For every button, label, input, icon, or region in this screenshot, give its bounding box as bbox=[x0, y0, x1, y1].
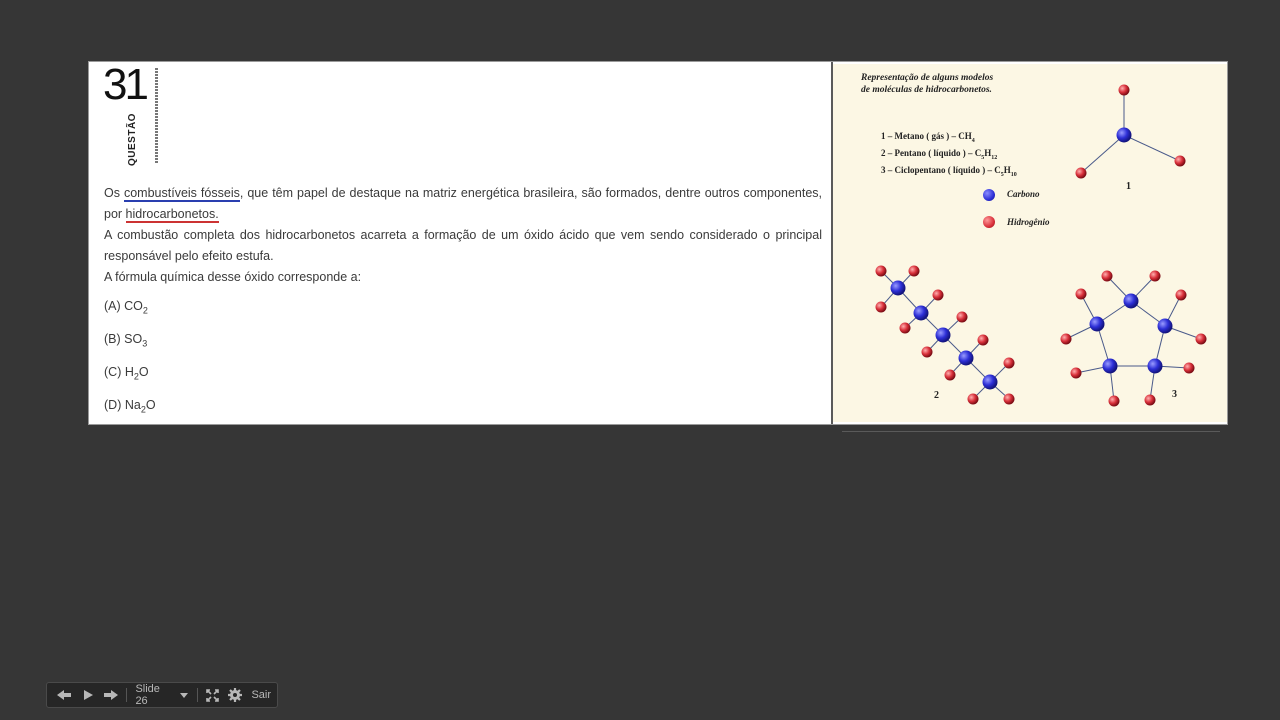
hydrogen-atom bbox=[1184, 363, 1195, 374]
hydrogen-atom bbox=[1076, 289, 1087, 300]
molecule-label-1: 1 bbox=[1126, 181, 1131, 192]
carbon-atom bbox=[1148, 359, 1163, 374]
prev-arrow-icon[interactable] bbox=[51, 683, 77, 707]
play-icon[interactable] bbox=[77, 683, 99, 707]
hydrogen-atom bbox=[1004, 394, 1015, 405]
slide-shadow-line bbox=[842, 431, 1220, 432]
molecule-list-item-2: 2 – Pentano ( líquido ) – $C_5H_{12}$ bbox=[881, 147, 998, 161]
answer-options bbox=[104, 296, 822, 428]
hydrogen-atom bbox=[1076, 168, 1087, 179]
hydrogen-atom bbox=[968, 394, 979, 405]
molecule-label-3: 3 bbox=[1172, 389, 1177, 400]
option-d[interactable]: (D) $Na_2O$ bbox=[104, 398, 156, 415]
question-divider bbox=[155, 68, 158, 164]
hydrogen-atom bbox=[1004, 358, 1015, 369]
question-label: QUESTÃO bbox=[127, 113, 138, 166]
hydrogen-atom bbox=[978, 335, 989, 346]
carbon-atom bbox=[1117, 128, 1132, 143]
slide-selector[interactable] bbox=[131, 683, 192, 707]
bond-line bbox=[1124, 135, 1180, 161]
slide-canvas bbox=[88, 61, 1228, 425]
toolbar-separator bbox=[126, 688, 127, 702]
molecule-list-item-1: 1 – Metano ( gás ) – $CH_4$ bbox=[881, 131, 975, 144]
bond-line bbox=[1081, 135, 1124, 173]
carbon-atom bbox=[959, 351, 974, 366]
carbon-atom bbox=[914, 306, 929, 321]
hydrogen-atom bbox=[1102, 271, 1113, 282]
question-paragraph-3: A fórmula química desse óxido corresponde a: bbox=[104, 270, 362, 284]
exit-button[interactable]: Sair bbox=[251, 689, 271, 701]
hydrogen-atom bbox=[1109, 396, 1120, 407]
legend-carbon: Carbono bbox=[1007, 189, 1040, 199]
question-panel bbox=[89, 62, 833, 424]
legend-hydrogen: Hidrogênio bbox=[1007, 217, 1050, 227]
hydrogen-atom bbox=[1176, 290, 1187, 301]
hydrogen-atom bbox=[909, 266, 920, 277]
carbon-atom bbox=[1103, 359, 1118, 374]
hydrogen-atom bbox=[1150, 271, 1161, 282]
dropdown-caret-icon bbox=[179, 691, 189, 699]
option-b[interactable]: (B) $SO_3$ bbox=[104, 332, 148, 349]
molecule-figure bbox=[833, 64, 1227, 422]
term-combustiveis-fosseis: combustíveis fósseis bbox=[123, 186, 240, 200]
presentation-toolbar bbox=[46, 682, 278, 708]
option-a[interactable]: (A) $CO_2$ bbox=[104, 299, 148, 316]
hydrogen-atom bbox=[1196, 334, 1207, 345]
slide-number-label: Slide 26 bbox=[135, 683, 160, 707]
hydrogen-atom bbox=[1175, 156, 1186, 167]
question-text bbox=[104, 183, 822, 428]
toolbar-separator bbox=[197, 688, 198, 702]
carbon-atom bbox=[1158, 319, 1173, 334]
hydrogen-atom bbox=[876, 302, 887, 313]
molecule-list-item-3: 3 – Ciclopentano ( líquido ) – $C_5H_{10}$ bbox=[881, 164, 1017, 178]
hydrogen-atom bbox=[922, 347, 933, 358]
hydrogen-atom bbox=[900, 323, 911, 334]
hydrogen-atom bbox=[1145, 395, 1156, 406]
fullscreen-icon[interactable] bbox=[202, 683, 224, 707]
hydrogen-atom bbox=[1119, 85, 1130, 96]
question-paragraph-1: Os combustíveis fósseis, que têm papel de destaque na matriz energética brasileira, são formados, dentre outros componentes, por hidrocarbonetos. bbox=[104, 186, 822, 221]
carbon-atom bbox=[1124, 294, 1139, 309]
carbon-atom bbox=[1090, 317, 1105, 332]
hydrogen-atom bbox=[876, 266, 887, 277]
molecule-models bbox=[833, 64, 1227, 422]
hydrogen-atom bbox=[933, 290, 944, 301]
next-arrow-icon[interactable] bbox=[99, 683, 123, 707]
gear-icon[interactable] bbox=[224, 683, 246, 707]
hydrogen-atom bbox=[945, 370, 956, 381]
hydrogen-atom bbox=[1061, 334, 1072, 345]
question-number: 31 bbox=[103, 60, 146, 109]
question-paragraph-2: A combustão completa dos hidrocarbonetos acarreta a formação de um óxido ácido que vem sendo considerado o principal responsável pelo efeito estufa. bbox=[104, 228, 822, 263]
term-hidrocarbonetos: hidrocarbonetos. bbox=[125, 207, 219, 221]
hydrogen-atom bbox=[1071, 368, 1082, 379]
carbon-atom bbox=[936, 328, 951, 343]
hydrogen-atom bbox=[957, 312, 968, 323]
option-c[interactable]: (C) $H_2O$ bbox=[104, 365, 149, 382]
figure-caption: Representação de alguns modelos de moléculas de hidrocarbonetos. bbox=[861, 73, 994, 95]
carbon-atom bbox=[891, 281, 906, 296]
carbon-atom bbox=[983, 375, 998, 390]
molecule-label-2: 2 bbox=[934, 390, 939, 401]
